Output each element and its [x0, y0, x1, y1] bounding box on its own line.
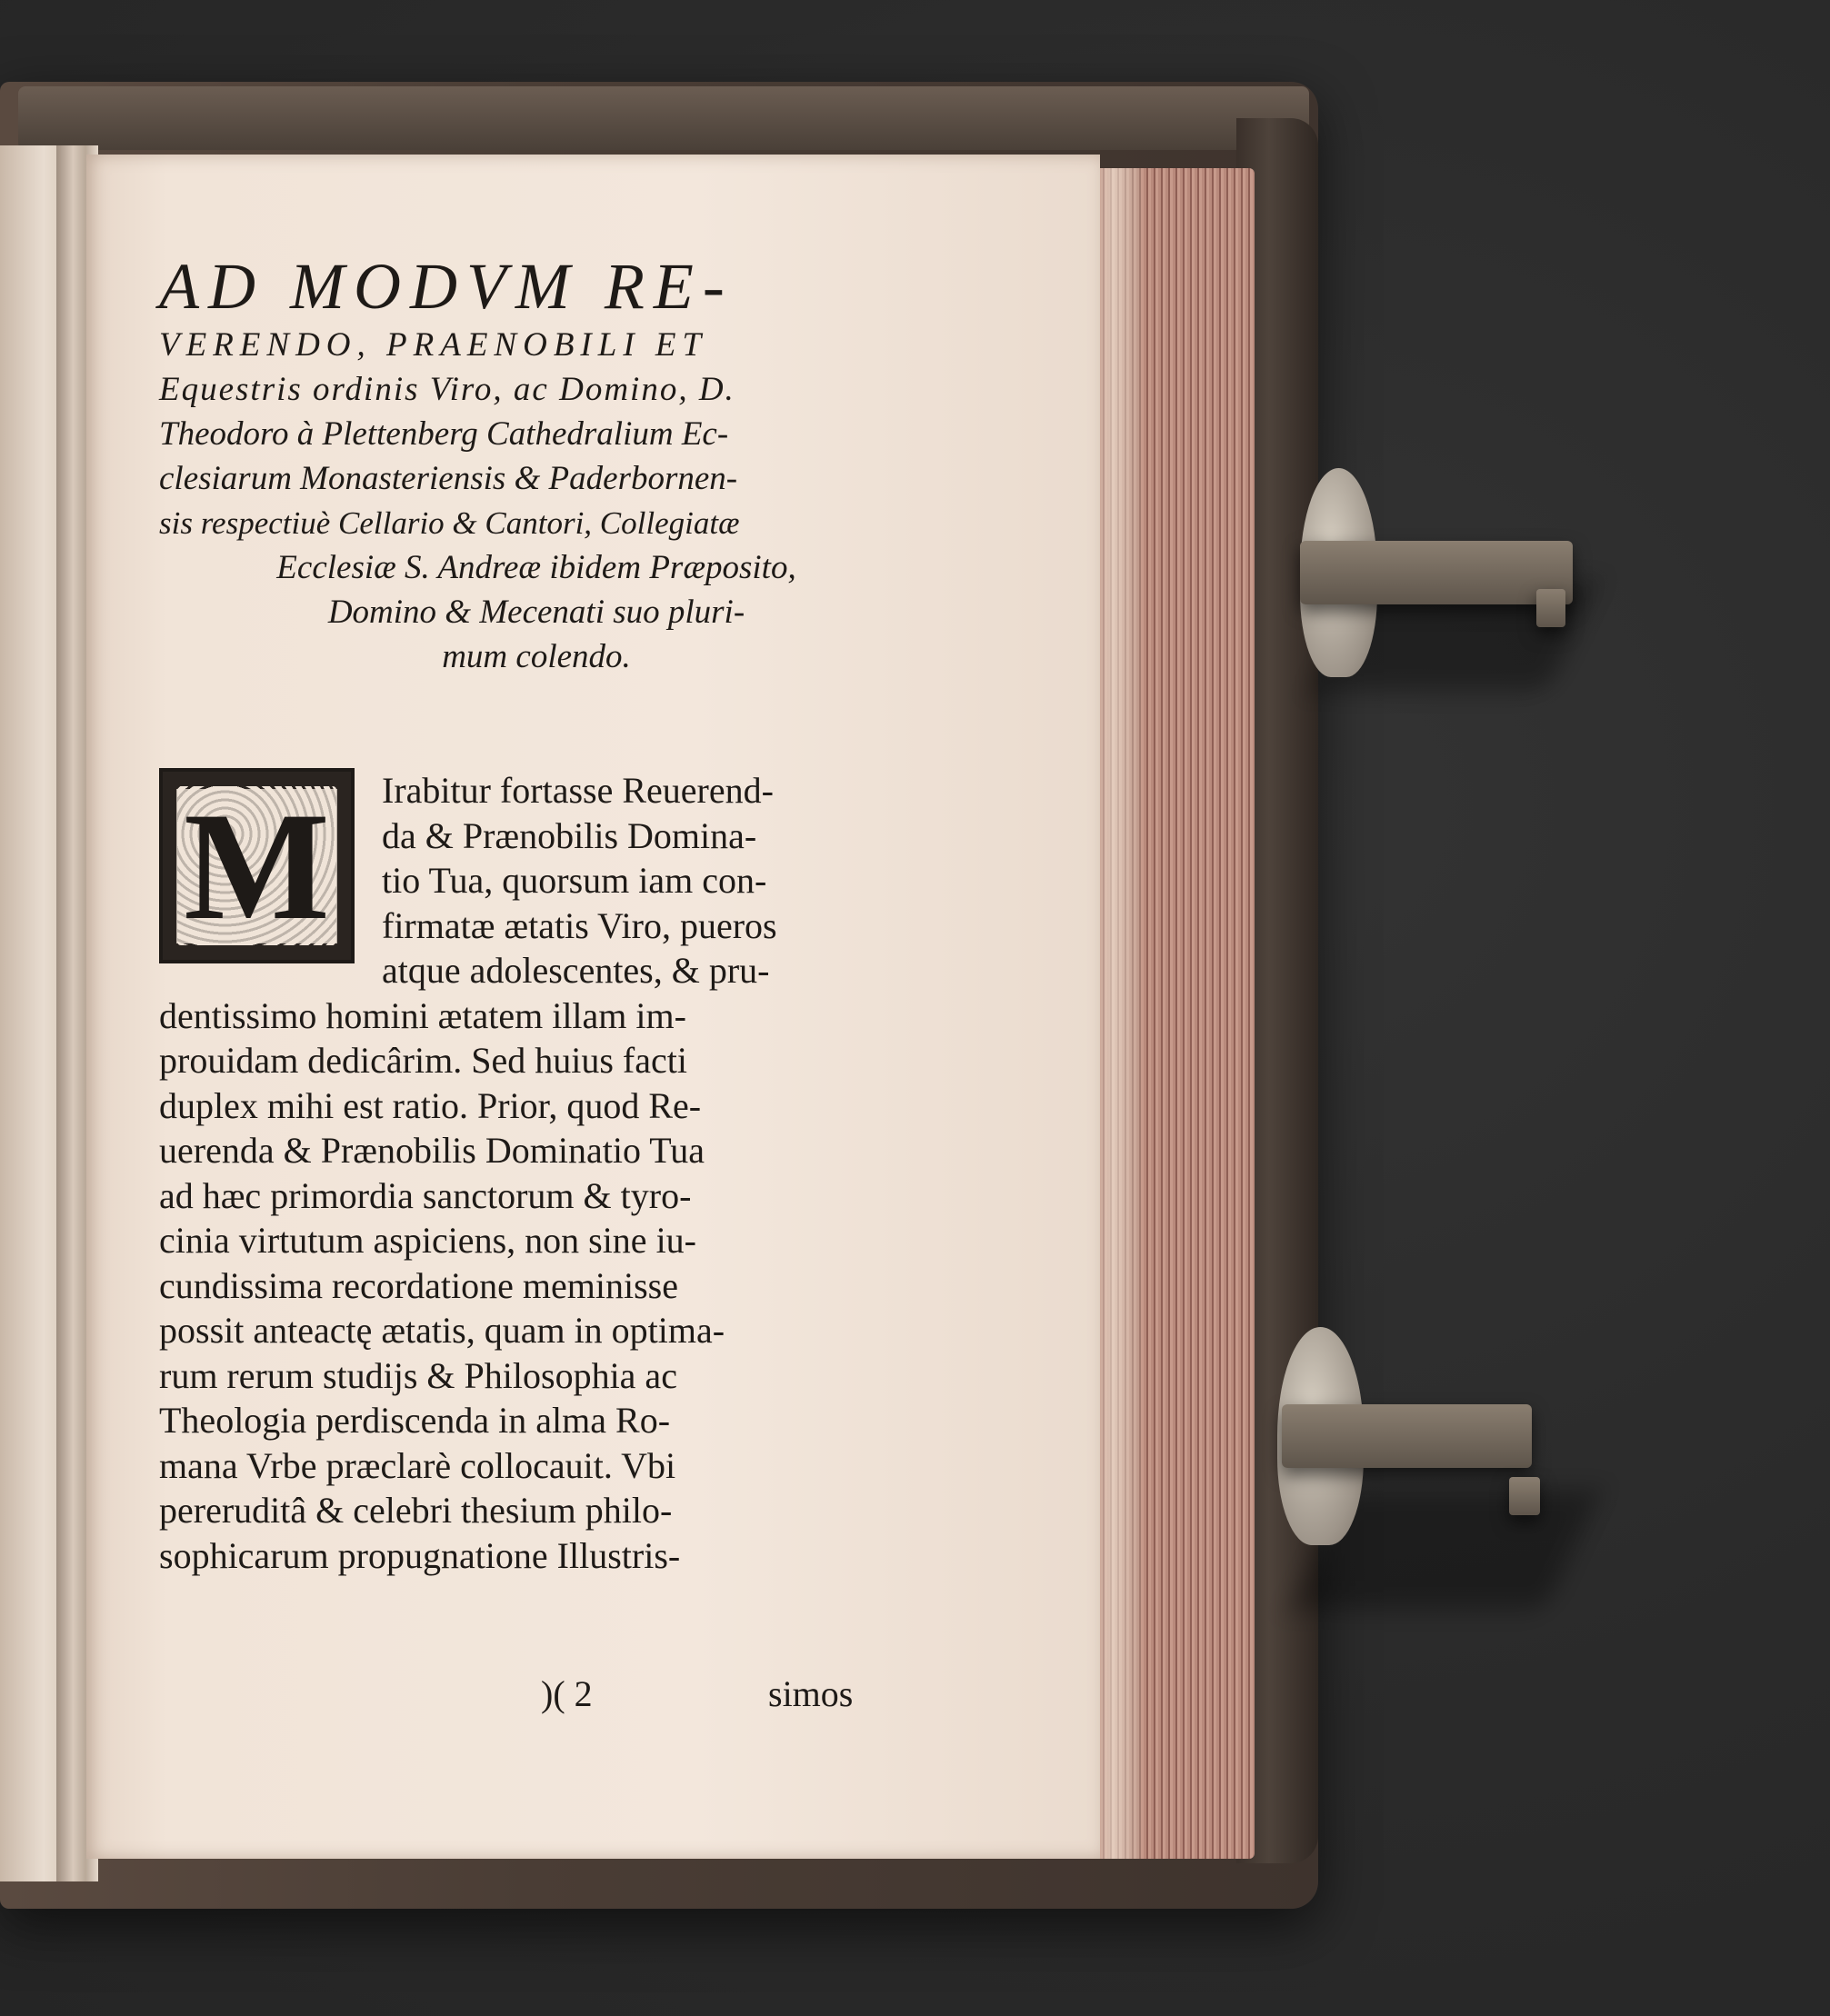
body-line: rum rerum studijs & Philosophia ac — [159, 1354, 677, 1396]
heading-line-5: clesiarum Monasteriensis & Paderbornen- — [159, 460, 738, 497]
body-line: atque adolescentes, & pru- — [382, 950, 770, 991]
body-line: Theologia perdiscenda in alma Ro- — [159, 1400, 671, 1441]
clasp-lower — [1282, 1404, 1532, 1468]
heading-line-3: Equestris ordinis Viro, ac Domino, D. — [159, 371, 735, 408]
body-line: sophicarum propugnatione Illustris- — [159, 1534, 681, 1576]
heading-line-6: sis respectiuè Cellario & Cantori, Collegiatæ — [159, 505, 740, 541]
clasp-upper — [1300, 541, 1573, 604]
dedication-body — [159, 768, 914, 1578]
heading-line-2: VERENDO, PRAENOBILI ET — [159, 326, 708, 364]
body-line: firmatæ ætatis Viro, pueros — [382, 904, 777, 946]
body-line: duplex mihi est ratio. Prior, quod Re- — [159, 1084, 702, 1126]
body-line: prouidam dedicârim. Sed huius facti — [159, 1040, 687, 1081]
initial-letter: M — [176, 789, 336, 943]
body-line: uerenda & Prænobilis Dominatio Tua — [159, 1130, 705, 1171]
body-line: da & Prænobilis Domina- — [382, 814, 757, 856]
signature-mark: )( 2 — [541, 1673, 593, 1714]
body-line: cinia virtutum aspiciens, non sine iu- — [159, 1220, 696, 1261]
heading-line-9: mum colendo. — [442, 638, 631, 675]
clasp-lower-tip — [1509, 1477, 1540, 1515]
body-line: tio Tua, quorsum iam con- — [382, 860, 767, 901]
body-line: dentissimo homini ætatem illam im- — [159, 994, 686, 1036]
body-line: cundissima recordatione meminisse — [159, 1264, 678, 1306]
heading-line-4: Theodoro à Plettenberg Cathedralium Ec- — [159, 415, 729, 453]
page-footer — [159, 1672, 914, 1727]
book-cover-top-edge — [18, 86, 1309, 150]
heading-line-1: AD MODVM RE- — [159, 250, 734, 323]
clasp-upper-tip — [1536, 589, 1565, 627]
catchword: simos — [768, 1673, 854, 1714]
body-line: possit anteactę ætatis, quam in optima- — [159, 1310, 725, 1351]
body-line: Irabitur fortasse Reuerend- — [382, 770, 774, 811]
heading-line-8: Domino & Mecenati suo pluri- — [327, 594, 745, 631]
body-line: pereruditâ & celebri thesium philo- — [159, 1490, 673, 1531]
decorated-initial — [159, 768, 355, 963]
dedication-heading — [159, 250, 914, 679]
body-line: ad hæc primordia sanctorum & tyro- — [159, 1174, 692, 1216]
body-line: mana Vrbe præclarè collocauit. Vbi — [159, 1444, 676, 1486]
heading-line-7: Ecclesiæ S. Andreæ ibidem Præposito, — [276, 549, 796, 586]
initial-ornament — [177, 780, 336, 952]
